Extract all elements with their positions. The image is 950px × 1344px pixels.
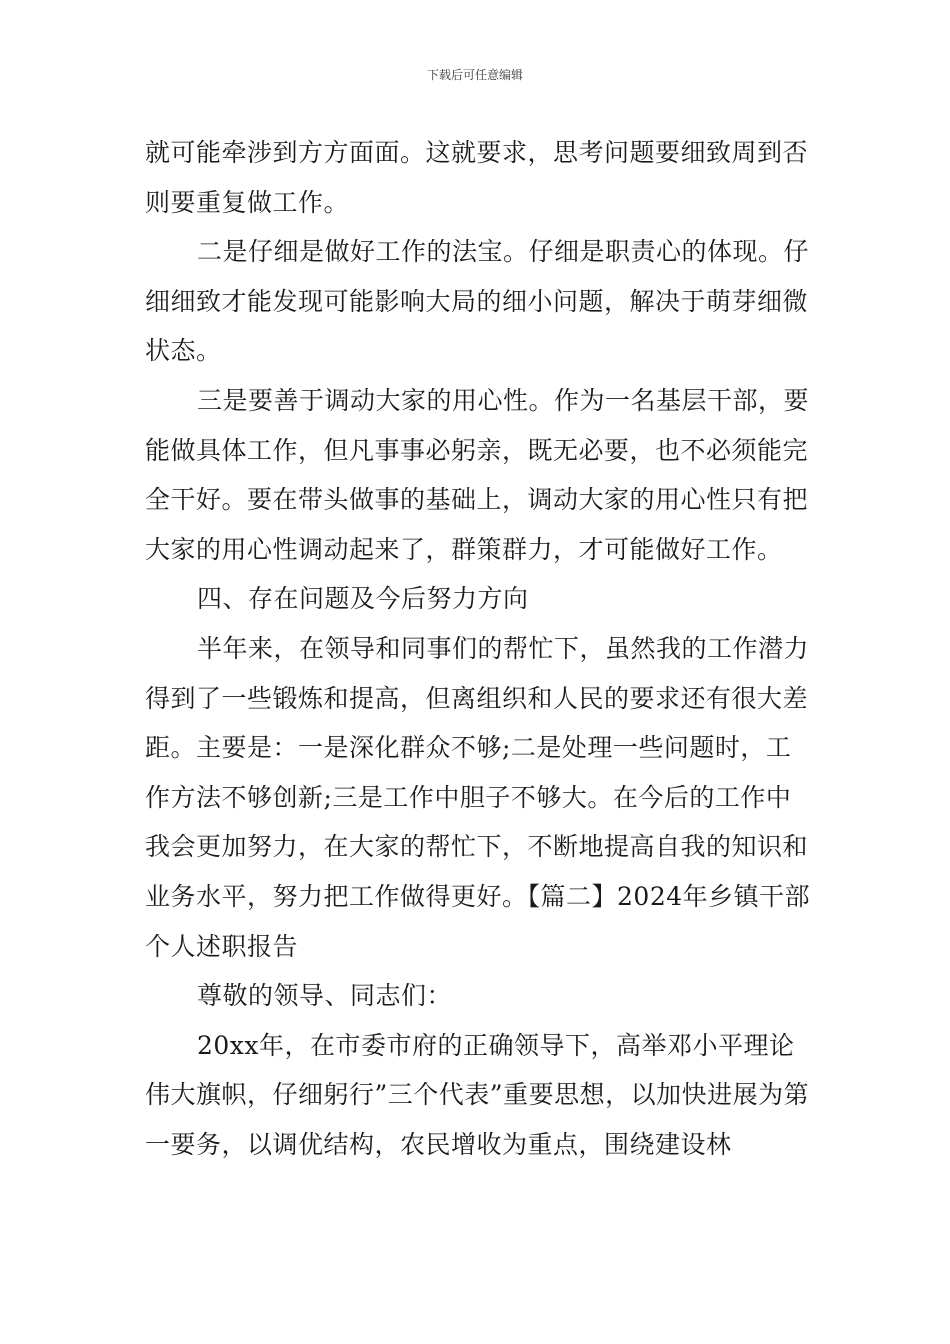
page-header-note: 下载后可任意编辑 <box>426 68 523 82</box>
paragraph-1: 就可能牵涉到方方面面。这就要求，思考问题要细致周到否则要重复做工作。 <box>145 138 809 217</box>
paragraph-2: 二是仔细是做好工作的法宝。仔细是职责心的体现。仔细细致才能发现可能影响大局的细小问题，解决于萌芽细微状态。 <box>145 237 810 366</box>
paragraph-5: 20xx年，在市委市府的正确领导下，高举邓小平理论伟大旗帜，仔细躬行”三个代表”重要思想，以加快进展为第一要务，以调优结构，农民增收为重点，围绕建设林 <box>145 1030 810 1159</box>
section-heading: 四、存在问题及今后努力方向 <box>197 584 529 614</box>
paragraph-3: 三是要善于调动大家的用心性。作为一名基层干部，要能做具体工作，但凡事事必躬亲，既无必要，也不必须能完全干好。要在带头做事的基础上，调动大家的用心性只有把大家的用心性调动起来了，群策群力，才可能做好工作。 <box>145 385 810 564</box>
document-body <box>145 128 813 1169</box>
paragraph-4: 半年来，在领导和同事们的帮忙下，虽然我的工作潜力得到了一些锻炼和提高，但离组织和人民的要求还有很大差距。主要是：一是深化群众不够;二是处理一些问题时，工作方法不够创新;三是工作中胆子不够大。在今后的工作中我会更加努力，在大家的帮忙下，不断地提高自我的知识和业务水平，努力把工作做得更好。【篇二】2024年乡镇干部个人述职报告 <box>145 633 811 961</box>
salutation: 尊敬的领导、同志们： <box>197 981 453 1011</box>
